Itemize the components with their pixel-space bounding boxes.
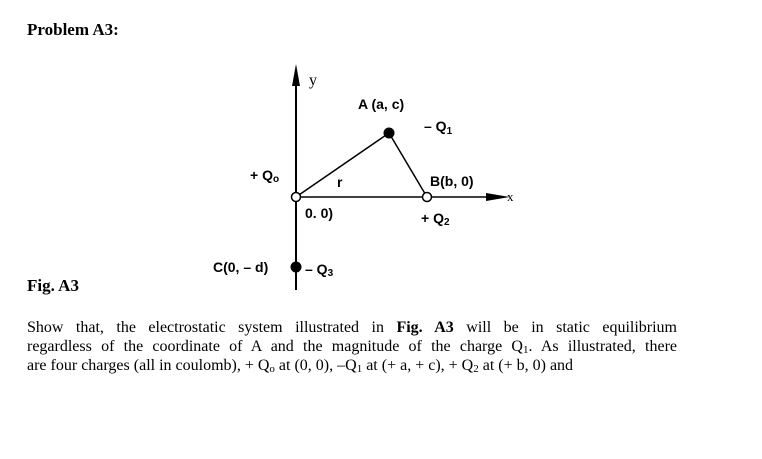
statement-line-1: Show that, the electrostatic system illustrated in Fig. A3 will be in static equilibrium: [27, 319, 677, 336]
charge-q2-circle: [423, 193, 432, 202]
charge-q0-label: + Qo: [250, 167, 280, 185]
problem-statement: [27, 318, 677, 375]
charge-q1-dot: [384, 128, 395, 139]
statement-line-2: regardless of the coordinate of A and the magnitude of the charge $Q_1$. As illustrated, there: [27, 338, 678, 356]
line-a-to-b: [389, 133, 427, 197]
charge-q0-circle: [292, 193, 301, 202]
point-b-label: B(b, 0): [430, 173, 474, 189]
charge-q3-label: – Q3: [305, 261, 334, 279]
problem-title: Problem A3:: [27, 20, 119, 39]
x-axis-label: x: [507, 189, 514, 204]
point-a-label: A (a, c): [358, 96, 405, 112]
line-origin-to-a: [296, 133, 389, 197]
origin-label: 0. 0): [305, 205, 334, 221]
y-axis-label: y: [309, 72, 317, 89]
y-axis-arrowhead: [292, 64, 300, 86]
charge-q3-dot: [291, 262, 302, 273]
charge-q1-label: – $Q_1$: [424, 118, 453, 137]
point-c-label: C(0, – d): [213, 259, 269, 275]
figure-caption: Fig. A3: [27, 276, 79, 295]
charge-q2-label: + Q2: [421, 210, 450, 228]
distance-r-label: r: [337, 174, 343, 190]
statement-line-3: are four charges (all in coulomb), + $Q_o$ at (0, 0), $-Q_1$ at (+ a, + c), + $Q_2$ at (+ b, 0) and: [27, 357, 574, 375]
